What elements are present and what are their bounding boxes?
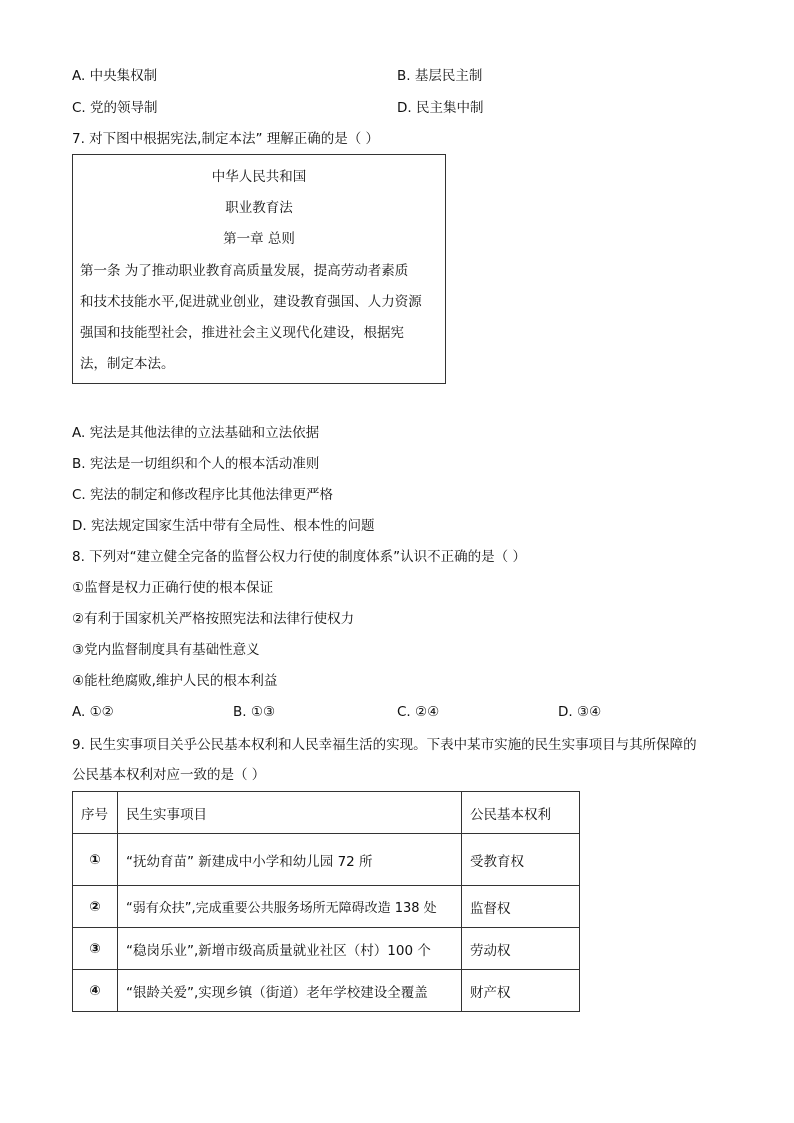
right-cell: 劳动权: [462, 928, 580, 970]
law-excerpt-box: [72, 154, 446, 384]
q7-option-c: C. 宪法的制定和修改程序比其他法律更严格: [72, 487, 334, 503]
q8-statement-4: ④能杜绝腐败,维护人民的根本利益: [72, 673, 278, 689]
q7-option-d: D. 宪法规定国家生活中带有全局性、根本性的问题: [72, 518, 375, 534]
row-number: ①: [73, 834, 118, 886]
q8-option-b: B. ①③: [233, 704, 276, 720]
law-title-country: 中华人民共和国: [211, 169, 307, 185]
rights-table: [72, 791, 580, 1012]
q6-option-b: B. 基层民主制: [397, 68, 483, 84]
q6-option-c: C. 党的领导制: [72, 100, 158, 116]
q6-option-d: D. 民主集中制: [397, 100, 484, 116]
project-cell: “银龄关爱”,实现乡镇（街道）老年学校建设全覆盖: [118, 970, 462, 1012]
q8-statement-2: ②有利于国家机关严格按照宪法和法律行使权力: [72, 611, 355, 627]
law-article-line: 法，制定本法。: [80, 356, 175, 372]
q8-option-c: C. ②④: [397, 704, 440, 720]
table-row: [73, 970, 580, 1012]
q9-stem-line1: 9. 民生实事项目关乎公民基本权利和人民幸福生活的实现。下表中某市实施的民生实事项目与其所保障的: [72, 737, 697, 753]
project-cell: “稳岗乐业”,新增市级高质量就业社区（村）100 个: [118, 928, 462, 970]
law-chapter: 第一章 总则: [223, 231, 295, 247]
table-header-row: [73, 792, 580, 834]
q7-option-b: B. 宪法是一切组织和个人的根本活动准则: [72, 456, 320, 472]
table-row: [73, 928, 580, 970]
right-cell: 受教育权: [462, 834, 580, 886]
right-cell: 监督权: [462, 886, 580, 928]
right-cell: 财产权: [462, 970, 580, 1012]
header-cell: 民生实事项目: [118, 792, 462, 834]
q8-option-d: D. ③④: [558, 704, 602, 720]
row-number: ③: [73, 928, 118, 970]
law-article-line: 和技术技能水平,促进就业创业，建设教育强国、人力资源: [80, 294, 422, 310]
table-row: [73, 886, 580, 928]
law-article-line: 第一条 为了推动职业教育高质量发展，提高劳动者素质: [80, 263, 409, 279]
header-cell: 序号: [73, 792, 118, 834]
q8-statement-3: ③党内监督制度具有基础性意义: [72, 642, 260, 658]
q6-option-a: A. 中央集权制: [72, 68, 158, 84]
q8-statement-1: ①监督是权力正确行使的根本保证: [72, 580, 274, 596]
law-title-name: 职业教育法: [225, 200, 293, 216]
table-row: [73, 834, 580, 886]
law-article-line: 强国和技能型社会，推进社会主义现代化建设，根据宪: [80, 325, 404, 341]
header-cell: 公民基本权利: [462, 792, 580, 834]
project-cell: “弱有众扶”,完成重要公共服务场所无障碍改造 138 处: [118, 886, 462, 928]
row-number: ④: [73, 970, 118, 1012]
row-number: ②: [73, 886, 118, 928]
q8-stem: 8. 下列对“建立健全完备的监督公权力行使的制度体系”认识不正确的是（ ）: [72, 549, 526, 565]
q8-option-a: A. ①②: [72, 704, 114, 720]
q7-stem: 7. 对下图中根据宪法,制定本法” 理解正确的是（ ）: [72, 131, 380, 147]
project-cell: “抚幼育苗” 新建成中小学和幼儿园 72 所: [118, 834, 462, 886]
q7-option-a: A. 宪法是其他法律的立法基础和立法依据: [72, 425, 320, 441]
q9-stem-line2: 公民基本权利对应一致的是（ ）: [72, 767, 266, 783]
